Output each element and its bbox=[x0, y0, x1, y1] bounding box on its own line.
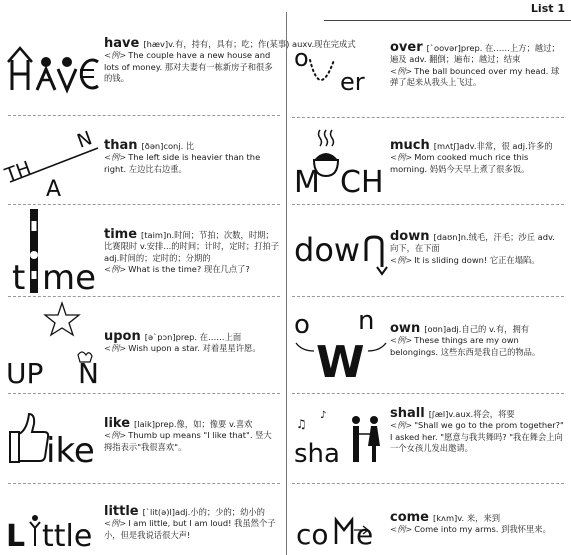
entry-definition: v.aux.将会，将要 bbox=[448, 409, 515, 419]
example-mark: <例> bbox=[104, 430, 127, 441]
entry-definition: v. 来，来到 bbox=[457, 513, 501, 523]
entry-example: "Shall we go to the prom together?" I asked her. "愿意与我共舞吗? "我在舞会上向一个女孩儿发出邀请。 bbox=[390, 420, 564, 454]
entry-word: upon bbox=[104, 329, 141, 344]
music-note-icon: ♫ bbox=[296, 417, 307, 431]
over-illustration bbox=[294, 38, 394, 98]
entry-come bbox=[286, 484, 571, 555]
entry-word: over bbox=[390, 40, 423, 55]
like-illustration bbox=[6, 410, 106, 470]
arrow-down-icon bbox=[377, 267, 387, 274]
entry-ipa: [laik] bbox=[134, 419, 156, 429]
example-mark: <例> bbox=[390, 335, 413, 346]
svg-text:TH: TH bbox=[2, 157, 35, 187]
entry-example: Mom cooked much rice this morning. 妈妈今天早上煮了很多饭。 bbox=[390, 152, 530, 174]
entry-definition: prep. 在……上方；越过；遍及 adv. 翻倒；遍布；越过；结束 bbox=[390, 43, 560, 65]
svg-text:L: L bbox=[6, 519, 26, 554]
svg-text:CH: CH bbox=[340, 165, 384, 200]
svg-text:N: N bbox=[78, 357, 99, 390]
entry-example: Wish upon a star. 对着星星许愿。 bbox=[128, 343, 261, 354]
entry-own bbox=[286, 297, 571, 393]
entry-word: than bbox=[104, 138, 138, 153]
entry-like bbox=[0, 394, 286, 483]
down-illustration bbox=[294, 223, 394, 283]
little-person-icon bbox=[32, 515, 38, 521]
entry-definition: conj. 比 bbox=[163, 141, 195, 151]
example-mark: <例> bbox=[104, 152, 127, 163]
entry-definition: prep.像，如；像要 v.喜欢 bbox=[155, 419, 253, 429]
entry-time bbox=[0, 205, 286, 296]
entry-ipa: [ʃæl] bbox=[428, 409, 449, 419]
entry-much bbox=[286, 118, 571, 204]
entry-example: The left side is heavier than the right. 左边比右边重。 bbox=[104, 152, 261, 174]
woman-icon bbox=[370, 416, 378, 424]
entry-ipa: [mʌtʃ] bbox=[433, 141, 460, 151]
own-illustration bbox=[292, 303, 392, 388]
svg-text:ike: ike bbox=[46, 431, 95, 471]
svg-text:e: e bbox=[356, 518, 374, 551]
example-mark: <例> bbox=[390, 152, 413, 163]
come-illustration bbox=[294, 506, 394, 550]
entry-ipa: [taim] bbox=[141, 230, 167, 240]
shall-illustration bbox=[294, 406, 394, 472]
example-mark: <例> bbox=[390, 65, 413, 76]
svg-text:N: N bbox=[74, 127, 96, 153]
star-icon bbox=[45, 303, 79, 335]
entry-example: These things are my own belongings. 这些东西是我自己的物品。 bbox=[390, 335, 541, 357]
example-mark: <例> bbox=[104, 343, 127, 354]
example-mark: <例> bbox=[104, 264, 127, 275]
svg-text:sha: sha bbox=[294, 439, 340, 469]
svg-text:dow: dow bbox=[294, 231, 361, 269]
svg-text:UP: UP bbox=[6, 357, 44, 390]
man-icon bbox=[352, 416, 360, 424]
entry-word: much bbox=[390, 138, 430, 153]
entry-example: The couple have a new house and lots of money. 那对夫妻有一栋新房子和很多的钱。 bbox=[104, 50, 273, 84]
right-hand-icon bbox=[368, 343, 386, 351]
list-label: List 1 bbox=[530, 2, 565, 15]
entry-example: Come into my arms. 到我怀里来。 bbox=[414, 524, 551, 535]
entry-ipa: [daʊn] bbox=[433, 232, 461, 242]
entry-ipa: [hæv] bbox=[143, 39, 169, 49]
entry-word: own bbox=[390, 321, 421, 336]
entry-definition: adv.非常，很 adj.许多的 bbox=[459, 141, 553, 151]
upon-illustration bbox=[4, 301, 104, 389]
entry-upon bbox=[0, 297, 286, 393]
entry-little bbox=[0, 484, 286, 555]
have-illustration bbox=[6, 40, 104, 100]
entry-definition: adj.自己的 v.有，拥有 bbox=[446, 324, 530, 334]
svg-text:n: n bbox=[358, 306, 375, 336]
entry-word: come bbox=[390, 510, 429, 525]
music-note-icon: ♪ bbox=[320, 410, 327, 421]
entry-example: The ball bounced over my head. 球弹了起来从我头上飞过。 bbox=[390, 65, 560, 88]
svg-text:A: A bbox=[46, 177, 62, 202]
entry-definition: v.有，持有，具有；吃；作(某事) auxv.现在完成式 bbox=[168, 39, 356, 49]
left-hand-icon bbox=[296, 343, 314, 351]
entry-ipa: [`oovər] bbox=[426, 43, 461, 53]
entry-over bbox=[286, 30, 571, 117]
example-mark: <例> bbox=[390, 420, 413, 431]
entry-definition: n.时间；节拍；次数，时期；比赛限时 v.安排...的时间；计时，定时；打拍子 adj.时间的；定时的；分期的 bbox=[104, 230, 280, 263]
little-illustration bbox=[6, 504, 106, 554]
open-arms-icon bbox=[336, 520, 352, 544]
much-illustration bbox=[294, 126, 394, 198]
entry-definition: adj.小的；少的；幼小的 bbox=[175, 507, 265, 517]
svg-text:W: W bbox=[316, 337, 365, 388]
entry-word: like bbox=[104, 416, 131, 431]
svg-text:o: o bbox=[294, 310, 310, 340]
entry-ipa: [kʌm] bbox=[433, 513, 458, 523]
example-mark: <例> bbox=[390, 254, 413, 265]
entry-example: Thumb up means "I like that". 竖大拇指表示"我很喜欢"。 bbox=[104, 430, 272, 452]
svg-text:ttle: ttle bbox=[42, 519, 93, 554]
entry-word: little bbox=[104, 504, 139, 519]
example-mark: <例> bbox=[390, 524, 413, 535]
svg-text:t: t bbox=[12, 258, 26, 298]
entry-ipa: [oʊn] bbox=[424, 324, 447, 334]
steam-icon bbox=[319, 130, 334, 146]
svg-text:co: co bbox=[296, 518, 329, 551]
rice-bowl-icon bbox=[314, 153, 338, 160]
than-illustration bbox=[2, 126, 102, 202]
entry-word: time bbox=[104, 227, 138, 242]
list-header bbox=[324, 0, 571, 21]
entry-ipa: [ðən] bbox=[141, 141, 164, 151]
entry-than bbox=[0, 116, 286, 204]
svg-text:M: M bbox=[294, 165, 320, 200]
entry-example: What is the time? 现在几点了? bbox=[128, 264, 250, 275]
entry-example: I am little, but I am loud! 我虽然个子小，但是我说话很大声! bbox=[104, 518, 276, 540]
entry-word: have bbox=[104, 36, 140, 51]
entry-ipa: [`lit(ə)l] bbox=[142, 507, 175, 517]
entry-down bbox=[286, 205, 571, 296]
svg-text:me: me bbox=[42, 258, 97, 298]
entry-ipa: [ə`pɔn] bbox=[144, 332, 176, 342]
svg-text:er: er bbox=[340, 68, 365, 96]
entry-shall bbox=[286, 394, 571, 483]
entry-definition: n.绒毛，汗毛；沙丘 adv. 向下，在下面 bbox=[390, 232, 555, 254]
entry-example: It is sliding down! 它正在塌陷。 bbox=[414, 254, 540, 265]
entry-definition: prep. 在……上面 bbox=[175, 332, 242, 342]
entry-word: shall bbox=[390, 406, 425, 421]
svg-text:o: o bbox=[294, 44, 309, 72]
time-illustration bbox=[10, 207, 100, 298]
example-mark: <例> bbox=[104, 518, 127, 529]
example-mark: <例> bbox=[104, 50, 127, 61]
entry-word: down bbox=[390, 229, 430, 244]
thumbs-up-icon bbox=[10, 414, 48, 462]
